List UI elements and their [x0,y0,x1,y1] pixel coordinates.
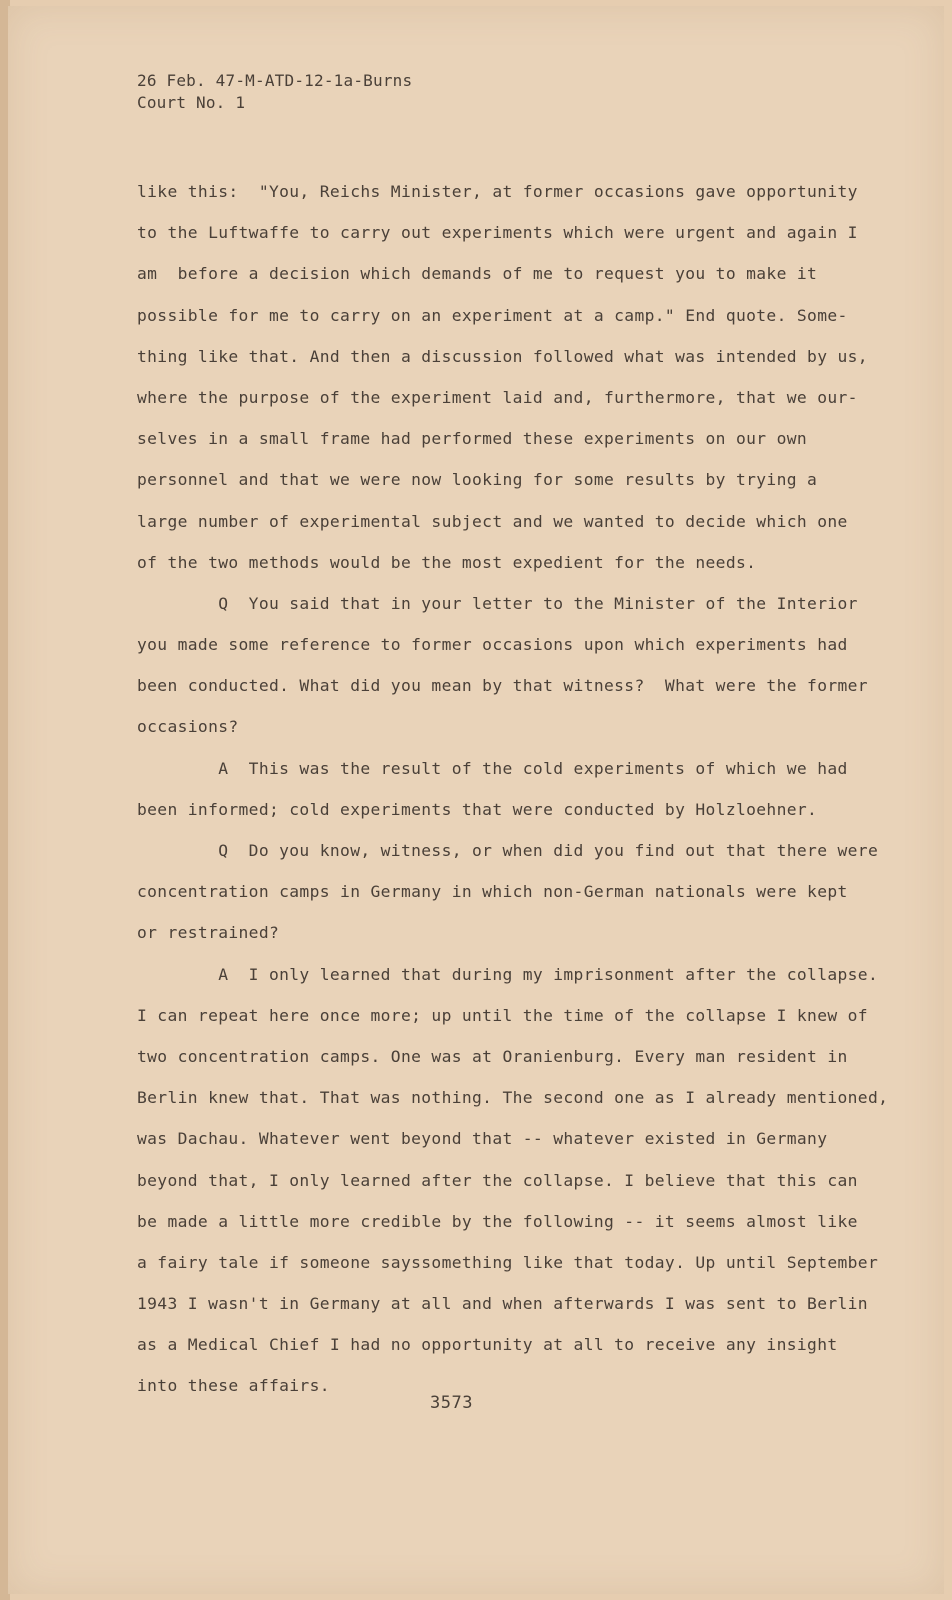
transcript-line: to the Luftwaffe to carry out experiments which were urgent and again I [137,223,858,243]
document-header [137,70,412,114]
transcript-line: been informed; cold experiments that were conducted by Holzloehner. [137,799,818,819]
transcript-line: was Dachau. Whatever went beyond that -- whatever existed in Germany [137,1129,828,1149]
transcript-line: Berlin knew that. That was nothing. The second one as I already mentioned, [137,1088,889,1108]
transcript-line: possible for me to carry on an experiment at a camp." End quote. Some- [137,305,848,325]
transcript-line: concentration camps in Germany in which non-German nationals were kept [137,882,848,902]
transcript-line: Q You said that in your letter to the Minister of the Interior [137,593,858,613]
transcript-line: as a Medical Chief I had no opportunity at all to receive any insight [137,1335,838,1355]
transcript-line: like this: "You, Reichs Minister, at former occasions gave opportunity [137,182,858,201]
transcript-line: of the two methods would be the most expedient for the needs. [137,552,757,572]
transcript-line: where the purpose of the experiment laid and, furthermore, that we our- [137,387,858,407]
transcript-line: be made a little more credible by the following -- it seems almost like [137,1211,858,1231]
transcript-line: into these affairs. [137,1376,330,1396]
header-court-line: Court No. 1 [137,93,246,112]
transcript-line: am before a decision which demands of me to request you to make it [137,264,818,284]
transcript-line: or restrained? [137,923,280,943]
transcript-line: beyond that, I only learned after the collapse. I believe that this can [137,1170,858,1190]
transcript-line: A I only learned that during my imprisonment after the collapse. [137,964,879,984]
transcript-line: occasions? [137,717,239,737]
transcript-line: you made some reference to former occasions upon which experiments had [137,635,848,655]
transcript-line: I can repeat here once more; up until the time of the collapse I knew of [137,1005,868,1025]
transcript-line: a fairy tale if someone sayssomething like that today. Up until September [137,1252,879,1272]
transcript-line: two concentration camps. One was at Oranienburg. Every man resident in [137,1046,848,1066]
transcript-line: thing like that. And then a discussion followed what was intended by us, [137,346,868,366]
transcript-body [137,171,897,1407]
transcript-line: been conducted. What did you mean by that witness? What were the former [137,676,868,696]
transcript-line: Q Do you know, witness, or when did you find out that there were [137,841,879,860]
transcript-line: personnel and that we were now looking for some results by trying a [137,470,818,490]
transcript-line: large number of experimental subject and we wanted to decide which one [137,511,848,531]
page-number: 3573 [430,1393,473,1413]
transcript-line: selves in a small frame had performed these experiments on our own [137,429,808,449]
header-reference-line: 26 Feb. 47-M-ATD-12-1a-Burns [137,71,413,90]
transcript-line: 1943 I wasn't in Germany at all and when afterwards I was sent to Berlin [137,1294,868,1314]
transcript-line: A This was the result of the cold experiments of which we had [137,758,848,778]
